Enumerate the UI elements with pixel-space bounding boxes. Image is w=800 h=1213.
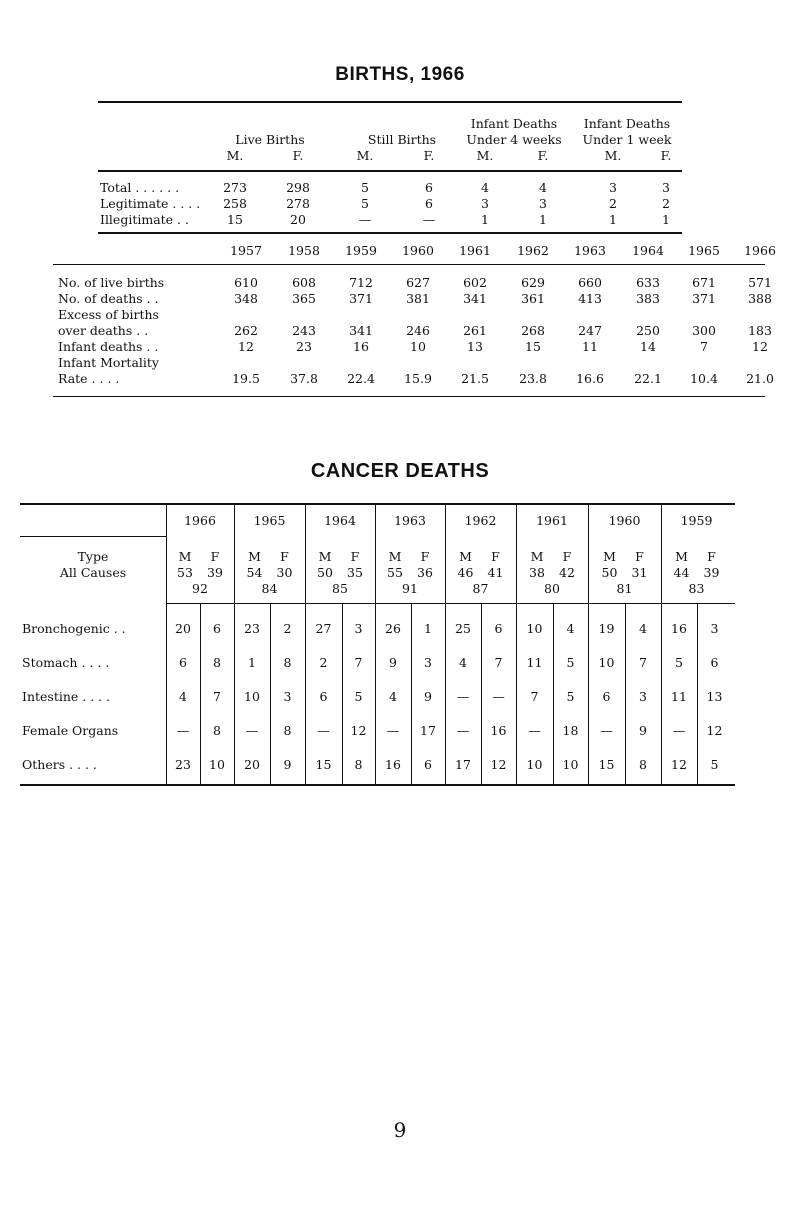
sex-header: F. xyxy=(292,148,304,163)
yearly-cell: 22.4 xyxy=(347,371,375,386)
mf-label: M xyxy=(178,549,192,564)
mf-label: F xyxy=(420,549,430,564)
cancer-cell: 3 xyxy=(354,621,363,636)
cancer-cell: 9 xyxy=(389,655,397,670)
yearly-cell: 183 xyxy=(748,323,772,338)
cancer-cell: 10 xyxy=(209,757,225,772)
cancer-cell: 1 xyxy=(248,655,256,670)
cancer-cell: 9 xyxy=(424,689,432,704)
col-divider xyxy=(234,503,235,785)
cancer-cell: 23 xyxy=(175,757,191,772)
yearly-cell: 12 xyxy=(238,339,254,354)
col-divider xyxy=(375,503,376,785)
births-cell: 1 xyxy=(609,212,617,227)
sex-header: M. xyxy=(604,148,622,163)
yearly-cell: 243 xyxy=(292,323,316,338)
cancer-cell: — xyxy=(176,723,190,738)
row-label: Infant deaths . . xyxy=(58,339,159,354)
births-cell: 258 xyxy=(223,196,247,211)
yearly-cell: 413 xyxy=(578,291,602,306)
cancer-cell: 11 xyxy=(526,655,543,670)
cancer-cell: 7 xyxy=(213,689,221,704)
mf-label: F xyxy=(280,549,289,564)
cancer-cell: 7 xyxy=(494,655,503,670)
group-header-line2: Still Births xyxy=(367,132,437,147)
cancer-cell: 12 xyxy=(350,723,367,738)
cancer-cell: 9 xyxy=(283,757,292,772)
yearly-header-rule xyxy=(53,264,765,265)
yearly-cell: 371 xyxy=(349,291,373,306)
all-total: 91 xyxy=(402,581,418,596)
yearly-cell: 300 xyxy=(692,323,716,338)
yearly-top-rule xyxy=(98,232,682,234)
row-label: Rate . . . . xyxy=(58,371,120,386)
mf-label: M xyxy=(459,549,472,564)
yearly-cell: 365 xyxy=(292,291,316,306)
cancer-cell: 6 xyxy=(424,757,432,772)
all-total: 80 xyxy=(544,581,560,596)
cancer-cell: 7 xyxy=(530,689,539,704)
year-header: 1961 xyxy=(459,243,491,258)
cancer-cell: — xyxy=(386,723,400,738)
yearly-bottom-rule xyxy=(53,396,765,397)
cancer-cell: 12 xyxy=(671,757,687,772)
cancer-year: 1966 xyxy=(184,513,216,528)
group-header-line2: Live Births xyxy=(235,132,305,147)
births-cell: 2 xyxy=(609,196,617,211)
cancer-cell: 26 xyxy=(385,621,401,636)
births-cell: 2 xyxy=(662,196,670,211)
cancer-cell: 17 xyxy=(420,723,436,738)
row-label: Female Organs xyxy=(22,723,119,738)
cancer-cell: 4 xyxy=(179,689,187,704)
cancer-cell: 20 xyxy=(244,757,260,772)
cancer-cell: 10 xyxy=(562,757,579,772)
cancer-cell: 12 xyxy=(706,723,723,738)
all-f: 42 xyxy=(559,565,575,580)
sex-header: M. xyxy=(356,148,374,163)
yearly-cell: 361 xyxy=(521,291,545,306)
all-total: 87 xyxy=(472,581,489,596)
yearly-cell: 608 xyxy=(292,275,316,290)
row-label: Legitimate . . . . xyxy=(100,196,201,211)
yearly-cell: 250 xyxy=(636,323,660,338)
group-header-line1: Infant Deaths xyxy=(583,116,671,131)
year-header: 1966 xyxy=(744,243,776,258)
row-label: over deaths . . xyxy=(58,323,149,338)
yearly-cell: 341 xyxy=(349,323,373,338)
births-cell: 5 xyxy=(361,180,369,195)
cancer-cell: — xyxy=(245,723,259,738)
all-f: 39 xyxy=(207,565,223,580)
cancer-cell: 8 xyxy=(213,723,221,738)
yearly-cell: 627 xyxy=(406,275,430,290)
cancer-cell: 5 xyxy=(566,655,575,670)
births-cell: 15 xyxy=(227,212,243,227)
mf-label: M xyxy=(388,549,402,564)
cancer-cell: 8 xyxy=(213,655,221,670)
group-header-line1: Infant Deaths xyxy=(470,116,558,131)
yearly-cell: 602 xyxy=(463,275,487,290)
cancer-cell: 6 xyxy=(710,655,719,670)
births-cell: 1 xyxy=(481,212,489,227)
cancer-cell: 12 xyxy=(490,757,507,772)
year-header: 1963 xyxy=(574,243,606,258)
cancer-cell: 11 xyxy=(671,689,687,704)
all-total: 92 xyxy=(192,581,208,596)
cancer-cell: — xyxy=(317,723,330,738)
cancer-cell: 10 xyxy=(526,621,543,636)
cancer-bottom-rule xyxy=(20,784,735,786)
col-divider xyxy=(305,503,306,785)
cancer-cell: 16 xyxy=(490,723,507,738)
yearly-cell: 21.5 xyxy=(461,371,489,386)
mf-label: F xyxy=(210,549,220,564)
row-label: Others . . . . xyxy=(22,757,97,772)
all-m: 50 xyxy=(601,565,618,580)
cancer-cell: 3 xyxy=(639,689,647,704)
yearly-cell: 262 xyxy=(234,323,258,338)
yearly-cell: 610 xyxy=(234,275,258,290)
cancer-year: 1962 xyxy=(464,513,497,528)
col-divider xyxy=(516,503,517,785)
all-f: 35 xyxy=(347,565,363,580)
cancer-cell: 27 xyxy=(315,621,332,636)
yearly-cell: 11 xyxy=(582,339,598,354)
cancer-cell: 5 xyxy=(675,655,683,670)
cancer-cell: — xyxy=(492,689,505,704)
cancer-cell: 6 xyxy=(179,655,187,670)
yearly-cell: 23.8 xyxy=(519,371,547,386)
cancer-cell: 2 xyxy=(319,655,328,670)
all-m: 38 xyxy=(529,565,545,580)
yearly-cell: 14 xyxy=(640,339,656,354)
cancer-cell: 23 xyxy=(244,621,260,636)
cancer-cell: 7 xyxy=(354,655,363,670)
births-cell: 6 xyxy=(425,196,433,211)
yearly-cell: 247 xyxy=(578,323,602,338)
cancer-year: 1963 xyxy=(394,513,426,528)
cancer-cell: — xyxy=(672,723,686,738)
all-m: 44 xyxy=(673,565,690,580)
group-header-line2: Under 4 weeks xyxy=(466,132,562,147)
births-cell: 3 xyxy=(539,196,547,211)
cancer-cell: 3 xyxy=(424,655,432,670)
row-label: Bronchogenic . . xyxy=(22,621,126,636)
yearly-cell: 261 xyxy=(463,323,487,338)
all-m: 46 xyxy=(457,565,474,580)
cancer-cell: 8 xyxy=(283,723,292,738)
year-header: 1962 xyxy=(517,243,549,258)
type-header: Type xyxy=(77,549,109,564)
all-f: 36 xyxy=(417,565,433,580)
births-cell: 4 xyxy=(539,180,547,195)
births-top-rule xyxy=(98,101,682,103)
cancer-cell: 15 xyxy=(598,757,615,772)
births-cell: 3 xyxy=(662,180,670,195)
births-cell: — xyxy=(358,212,372,227)
births-cell: 3 xyxy=(609,180,617,195)
cancer-cell: 20 xyxy=(175,621,191,636)
yearly-cell: 13 xyxy=(467,339,483,354)
yearly-cell: 381 xyxy=(406,291,430,306)
page-number: 9 xyxy=(393,1118,407,1142)
yearly-cell: 383 xyxy=(636,291,660,306)
births-cell: 298 xyxy=(286,180,310,195)
all-total: 81 xyxy=(616,581,633,596)
cancer-cell: 13 xyxy=(706,689,723,704)
year-header: 1960 xyxy=(402,243,434,258)
all-m: 55 xyxy=(387,565,403,580)
yearly-cell: 371 xyxy=(692,291,716,306)
cancer-cell: 5 xyxy=(354,689,363,704)
all-f: 41 xyxy=(487,565,504,580)
yearly-cell: 712 xyxy=(349,275,373,290)
yearly-cell: 37.8 xyxy=(290,371,318,386)
yearly-cell: 12 xyxy=(752,339,768,354)
row-label: No. of live births xyxy=(58,275,165,290)
cancer-year: 1965 xyxy=(253,513,286,528)
mf-label: F xyxy=(562,549,572,564)
row-label: Illegitimate . . xyxy=(100,212,189,227)
yearly-cell: 23 xyxy=(296,339,312,354)
all-f: 30 xyxy=(276,565,293,580)
yearly-cell: 268 xyxy=(521,323,545,338)
sex-header: M. xyxy=(476,148,494,163)
cancer-cell: 5 xyxy=(566,689,575,704)
cancer-cell: 5 xyxy=(710,757,719,772)
cancer-cell: 15 xyxy=(315,757,332,772)
all-f: 39 xyxy=(703,565,720,580)
all-m: 50 xyxy=(317,565,333,580)
row-label: No. of deaths . . xyxy=(58,291,159,306)
cancer-title: CANCER DEATHS xyxy=(310,460,490,482)
sex-header: M. xyxy=(226,148,244,163)
yearly-cell: 21.0 xyxy=(746,371,774,386)
births-cell: 1 xyxy=(662,212,670,227)
cancer-header-rule-left xyxy=(20,536,166,537)
all-f: 31 xyxy=(631,565,648,580)
cancer-cell: 2 xyxy=(283,621,292,636)
all-m: 54 xyxy=(246,565,263,580)
cancer-cell: 6 xyxy=(213,621,221,636)
cancer-year: 1959 xyxy=(680,513,713,528)
all-total: 85 xyxy=(332,581,348,596)
cancer-cell: 10 xyxy=(526,757,543,772)
births-title: BIRTHS, 1966 xyxy=(335,64,465,85)
cancer-year: 1961 xyxy=(536,513,568,528)
cancer-year: 1960 xyxy=(608,513,641,528)
mf-label: M xyxy=(248,549,261,564)
all-total: 84 xyxy=(261,581,278,596)
cancer-cell: 9 xyxy=(639,723,647,738)
yearly-cell: 16.6 xyxy=(576,371,604,386)
births-cell: 278 xyxy=(286,196,310,211)
year-header: 1958 xyxy=(288,243,320,258)
cancer-cell: 1 xyxy=(424,621,432,636)
cancer-cell: 16 xyxy=(671,621,687,636)
all-m: 53 xyxy=(177,565,193,580)
mf-label: M xyxy=(318,549,332,564)
col-divider xyxy=(588,503,589,785)
births-cell: 273 xyxy=(223,180,247,195)
year-header: 1959 xyxy=(345,243,377,258)
group-header-line2: Under 1 week xyxy=(582,132,672,147)
row-label: Stomach . . . . xyxy=(22,655,110,670)
mf-label: F xyxy=(350,549,360,564)
mf-label: M xyxy=(675,549,688,564)
yearly-cell: 671 xyxy=(692,275,716,290)
births-cell: — xyxy=(422,212,436,227)
mf-label: F xyxy=(491,549,500,564)
yearly-cell: 629 xyxy=(521,275,545,290)
births-cell: 20 xyxy=(290,212,306,227)
cancer-cell: 3 xyxy=(283,689,292,704)
yearly-cell: 10 xyxy=(410,339,426,354)
row-label: Total . . . . . . xyxy=(100,180,180,195)
cancer-cell: — xyxy=(528,723,541,738)
cancer-cell: 6 xyxy=(494,621,503,636)
year-header: 1965 xyxy=(688,243,720,258)
yearly-cell: 246 xyxy=(406,323,430,338)
yearly-cell: 348 xyxy=(234,291,258,306)
col-divider xyxy=(166,503,167,785)
cancer-top-rule xyxy=(20,503,735,505)
yearly-cell: 633 xyxy=(636,275,660,290)
row-label: Infant Mortality xyxy=(58,355,159,370)
mf-label: M xyxy=(530,549,544,564)
cancer-cell: 18 xyxy=(562,723,579,738)
cancer-cell: 8 xyxy=(639,757,647,772)
yearly-cell: 660 xyxy=(578,275,602,290)
cancer-cell: 4 xyxy=(566,621,575,636)
cancer-cell: 8 xyxy=(354,757,363,772)
cancer-cell: 19 xyxy=(598,621,615,636)
year-header: 1964 xyxy=(632,243,664,258)
yearly-cell: 10.4 xyxy=(690,371,718,386)
births-cell: 3 xyxy=(481,196,489,211)
yearly-cell: 388 xyxy=(748,291,772,306)
yearly-cell: 22.1 xyxy=(634,371,662,386)
cancer-cell: 6 xyxy=(602,689,611,704)
births-cell: 1 xyxy=(539,212,547,227)
cancer-cell: 8 xyxy=(283,655,292,670)
yearly-cell: 341 xyxy=(463,291,487,306)
cancer-cell: 25 xyxy=(455,621,471,636)
yearly-cell: 571 xyxy=(748,275,772,290)
cancer-header-rule xyxy=(166,603,735,604)
cancer-cell: 4 xyxy=(639,621,647,636)
row-label: Excess of births xyxy=(58,307,159,322)
cancer-cell: 4 xyxy=(459,655,467,670)
cancer-cell: — xyxy=(456,689,470,704)
cancer-cell: — xyxy=(456,723,470,738)
sex-header: F. xyxy=(423,148,435,163)
mf-label: F xyxy=(707,549,716,564)
births-cell: 4 xyxy=(481,180,489,195)
cancer-cell: 7 xyxy=(639,655,647,670)
yearly-cell: 15.9 xyxy=(404,371,432,386)
cancer-year: 1964 xyxy=(324,513,356,528)
cancer-cell: 10 xyxy=(598,655,615,670)
births-cell: 5 xyxy=(361,196,369,211)
sex-header: F. xyxy=(537,148,549,163)
births-header-rule xyxy=(98,170,682,172)
cancer-cell: 3 xyxy=(710,621,719,636)
yearly-cell: 7 xyxy=(700,339,708,354)
cancer-cell: 17 xyxy=(455,757,471,772)
yearly-cell: 19.5 xyxy=(232,371,260,386)
yearly-cell: 16 xyxy=(353,339,369,354)
births-cell: 6 xyxy=(425,180,433,195)
row-label: Intestine . . . . xyxy=(22,689,111,704)
col-divider xyxy=(661,503,662,785)
cancer-cell: — xyxy=(600,723,613,738)
mf-label: F xyxy=(635,549,644,564)
type-header: All Causes xyxy=(59,565,127,580)
all-total: 83 xyxy=(688,581,705,596)
cancer-cell: 10 xyxy=(244,689,260,704)
cancer-cell: 16 xyxy=(385,757,401,772)
sex-header: F. xyxy=(660,148,672,163)
cancer-cell: 4 xyxy=(389,689,397,704)
col-divider xyxy=(445,503,446,785)
yearly-cell: 15 xyxy=(525,339,541,354)
mf-label: M xyxy=(603,549,616,564)
cancer-cell: 6 xyxy=(319,689,328,704)
year-header: 1957 xyxy=(230,243,262,258)
